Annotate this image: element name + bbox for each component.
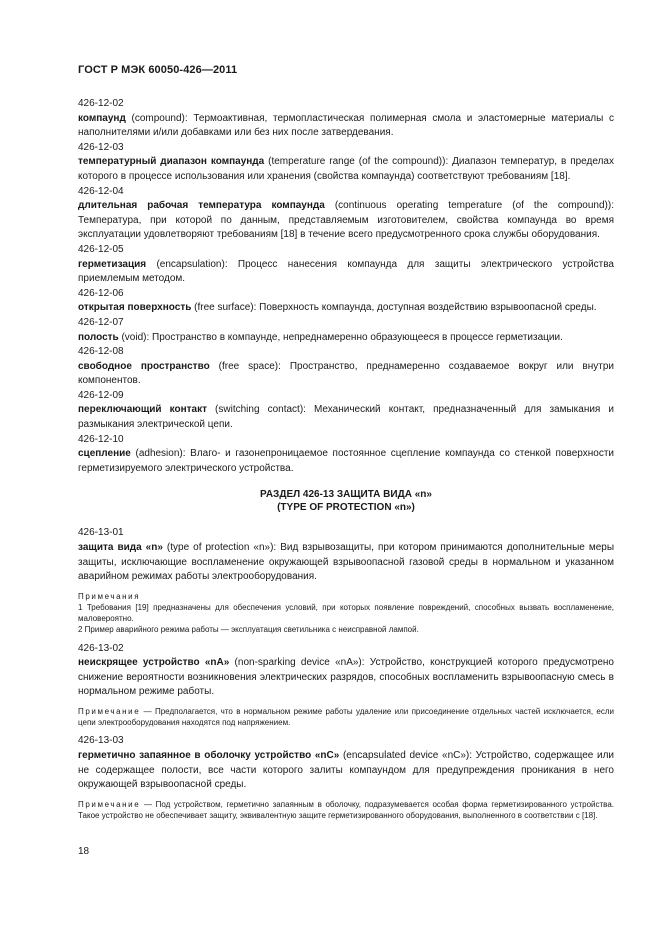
section-title bbox=[78, 488, 614, 514]
entry-code: 426-12-06 bbox=[78, 287, 124, 299]
entry-code: 426-12-07 bbox=[78, 316, 124, 328]
note bbox=[78, 706, 614, 728]
entry-text: (temperature range (of the compound)): Диапазон температур, в пределах которого в процессе использования или хранения (свойства компаунда) соответствуют требованиям [18]. bbox=[78, 156, 614, 182]
entry-code: 426-13-03 bbox=[78, 735, 124, 747]
entry-term: свободное пространство bbox=[78, 360, 210, 372]
entry-426-12-07 bbox=[78, 316, 614, 345]
note-text: — Предполагается, что в нормальном режиме работы удаление или присоединение отдельных частей исключается, если цепи электрооборудования находятся под напряжением. bbox=[78, 707, 614, 728]
entry-text: (encapsulated device «nC»): Устройство, содержащее или не содержащее полости, все части которого залиты компаундом для предупреждения проникания в него окружающей взрывоопасной среды. bbox=[78, 750, 614, 791]
entry-426-12-09 bbox=[78, 389, 614, 433]
entry-426-13-01 bbox=[78, 526, 614, 635]
entry-code: 426-12-10 bbox=[78, 433, 124, 445]
entry-code: 426-12-09 bbox=[78, 389, 124, 401]
section-title-line-1: РАЗДЕЛ 426-13 ЗАЩИТА ВИДА «n» bbox=[260, 489, 432, 501]
note-text: — Под устройством, герметично запаянным в оболочку, подразумевается особая форма герметизированного устройства. Такое устройство не обеспечивает защиту, эквивалентную защите герметизированного оборудования, выполненного в соответствии с [18]. bbox=[78, 799, 614, 820]
entry-term: неискрящее устройство «nA» bbox=[78, 657, 230, 669]
entry-text: (adhesion): Влаго- и газонепроницаемое постоянное сцепление компаунда со стенкой поверхности герметизируемого электрического устройства. bbox=[78, 448, 614, 474]
entry-text: (continuous operating temperature (of the compound)): Температура, при которой по данным, представляемым изготовителем, свойства компаунда во время эксплуатации удовлетворяют требованиям [18] в течение всего предусмотренного срока службы оборудования. bbox=[78, 200, 614, 241]
entry-definition bbox=[78, 749, 614, 793]
entry-definition bbox=[78, 403, 614, 432]
entry-text: (non-sparking device «nA»): Устройство, конструкцией которого предусмотрено снижение вероятности возникновения электрических разрядов, способных воспламенить взрывоопасную смесь в нормальном режиме работы. bbox=[78, 657, 614, 698]
entry-term: полость bbox=[78, 331, 119, 343]
entry-426-12-06 bbox=[78, 287, 614, 316]
entry-definition bbox=[78, 656, 614, 700]
entry-definition bbox=[78, 301, 614, 316]
note-item-1: 1 Требования [19] предназначены для обеспечения условий, при которых появление повреждений, способных вызвать воспламенение, маловероятно. bbox=[78, 603, 614, 624]
entry-text: (encapsulation): Процесс нанесения компаунда для защиты электрического устройства приемлемым методом. bbox=[78, 258, 614, 285]
section-title-line-2: (TYPE OF PROTECTION «n») bbox=[277, 502, 415, 514]
entry-code: 426-12-04 bbox=[78, 185, 124, 197]
entry-definition bbox=[78, 112, 614, 141]
entry-term: сцепление bbox=[78, 448, 131, 460]
entry-text: (type of protection «n»): Вид взрывозащиты, при котором принимаются дополнительные меры защиты, исключающие воспламенение окружающей взрывоопасной газовой среды в нормальном и указанном аварийном режимах работы электрооборудования. bbox=[78, 542, 615, 583]
entry-426-12-05 bbox=[78, 243, 614, 287]
notes-label-text: Примечания bbox=[78, 591, 141, 601]
entry-definition bbox=[78, 331, 614, 346]
entry-code: 426-12-03 bbox=[78, 141, 124, 153]
entry-term: длительная рабочая температура компаунда bbox=[78, 200, 325, 212]
entry-text: (compound): Термоактивная, термопластическая полимерная смола и эластомерные материалы с наполнителями и/или добавками или без них после затвердевания. bbox=[78, 112, 614, 139]
entry-426-13-03 bbox=[78, 734, 614, 821]
entry-term: компаунд bbox=[78, 112, 126, 124]
entry-term: переключающий контакт bbox=[78, 404, 207, 416]
document-header: ГОСТ Р МЭК 60050-426—2011 bbox=[78, 64, 238, 76]
note-label: Примечание bbox=[78, 799, 141, 809]
entry-definition bbox=[78, 199, 614, 243]
notes-block bbox=[78, 591, 614, 636]
entry-426-12-08 bbox=[78, 345, 614, 389]
entries-426-12 bbox=[78, 97, 614, 476]
entry-definition bbox=[78, 360, 614, 389]
note-item-2: 2 Пример аварийного режима работы — эксплуатация светильника с неисправной лампой. bbox=[78, 625, 419, 635]
entry-definition bbox=[78, 258, 614, 287]
document-body bbox=[78, 97, 614, 821]
entry-term: температурный диапазон компаунда bbox=[78, 156, 265, 168]
entry-text: (void): Пространство в компаунде, непреднамеренно образующееся в процессе герметизации. bbox=[118, 331, 563, 343]
entry-426-12-02 bbox=[78, 97, 614, 141]
entry-text: (switching contact): Механический контакт, предназначенный для замыкания и размыкания электрической цепи. bbox=[78, 404, 614, 431]
entry-text: (free surface): Поверхность компаунда, доступная воздействию взрывоопасной среды. bbox=[191, 302, 597, 314]
entry-text: (free space): Пространство, преднамеренно создаваемое вокруг или внутри компонентов. bbox=[78, 360, 614, 387]
page-number: 18 bbox=[78, 846, 90, 857]
note bbox=[78, 799, 614, 821]
entry-426-12-10 bbox=[78, 433, 614, 477]
entry-code: 426-12-02 bbox=[78, 98, 124, 109]
entry-definition bbox=[78, 541, 614, 585]
entry-code: 426-12-05 bbox=[78, 243, 124, 255]
entry-426-13-02 bbox=[78, 642, 614, 729]
entry-code: 426-13-01 bbox=[78, 527, 124, 539]
entry-426-12-03 bbox=[78, 141, 614, 185]
entry-426-12-04 bbox=[78, 185, 614, 243]
notes-label bbox=[78, 591, 614, 602]
entry-definition bbox=[78, 155, 614, 184]
entry-term: герметично запаянное в оболочку устройство «nC» bbox=[78, 750, 340, 761]
note-label: Примечание bbox=[78, 707, 141, 716]
entry-definition bbox=[78, 447, 614, 476]
entry-code: 426-13-02 bbox=[78, 642, 124, 654]
entry-code: 426-12-08 bbox=[78, 346, 124, 358]
entry-term: герметизация bbox=[78, 258, 147, 270]
entry-term: защита вида «n» bbox=[78, 542, 163, 554]
entry-term: открытая поверхность bbox=[78, 302, 192, 314]
